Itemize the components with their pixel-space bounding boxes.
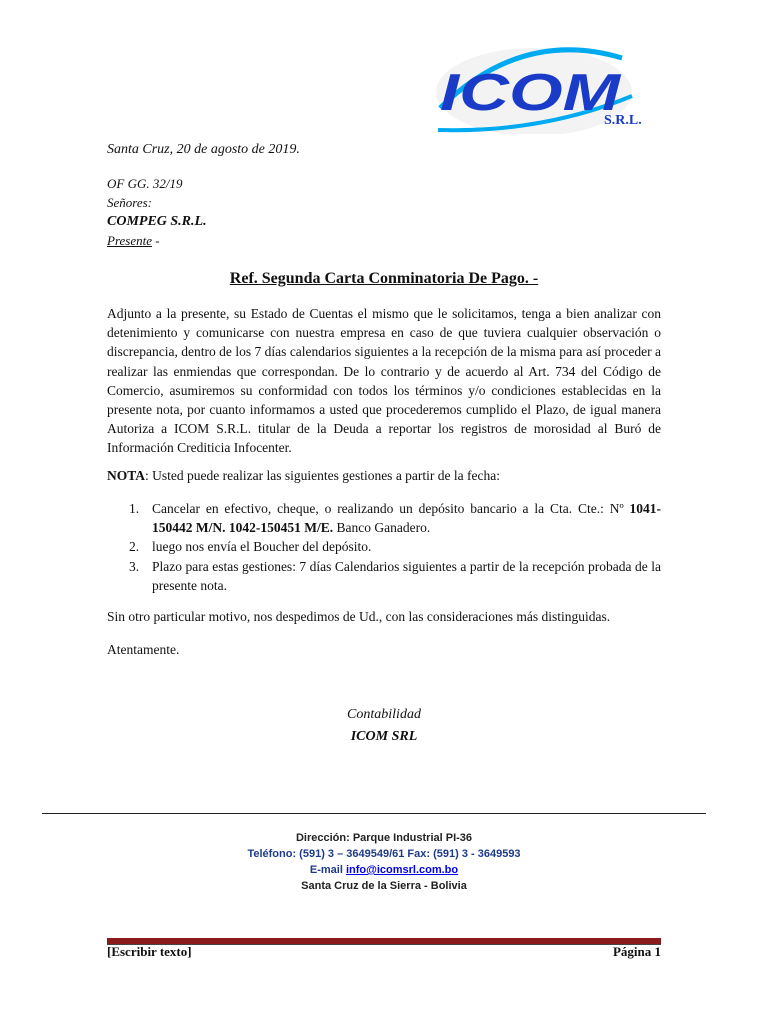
- item-text: luego nos envía el Boucher del depósito.: [152, 539, 372, 555]
- email-label: E-mail: [309, 864, 346, 876]
- presente-line: [107, 231, 207, 250]
- list-item: [107, 499, 661, 537]
- list-item: [107, 537, 661, 556]
- list-item: [107, 557, 661, 595]
- logo-graphic: [432, 38, 668, 134]
- footer-phone: Teléfono: (591) 3 – 3649549/61 Fax: (591) 3 - 3649593: [247, 848, 521, 860]
- company-logo: [432, 38, 668, 134]
- list-number: 2.: [129, 539, 140, 555]
- page-number: Página 1: [612, 944, 661, 959]
- item-text-end: Banco Ganadero.: [333, 520, 431, 536]
- footer-divider: [42, 813, 706, 814]
- closing-line: Sin otro particular motivo, nos despedimos de Ud., con las consideraciones más distinguidas.: [107, 609, 611, 624]
- footer-placeholder[interactable]: [Escribir texto]: [107, 944, 192, 959]
- letter-date: Santa Cruz, 20 de agosto de 2019.: [107, 142, 300, 157]
- logo-suffix: S.R.L.: [604, 113, 642, 128]
- list-number: 1.: [129, 501, 140, 516]
- regards: Atentamente.: [107, 642, 180, 657]
- account-numbers: 1041-150442 M/N. 1042-150451 M/E.: [152, 501, 661, 536]
- office-ref: OF GG. 32/19: [107, 176, 183, 191]
- nota-line: [107, 468, 500, 484]
- body-paragraph: Adjunto a la presente, su Estado de Cuentas el mismo que le solicitamos, tenga a bien analizar con detenimiento y comunicarse con nuestra empresa en caso de que tuviera cualquier observación o discrepancia, dentro de los 7 días calendarios siguientes a la recepción de la misma para así proceder a realizar las enmiendas que correspondan. De lo contrario y de acuerdo al Art. 734 del Código de Comercio, asumiremos su conformidad con todos los términos y/o condiciones establecidas en la presente nota, por cuanto informamos a usted que procederemos cumplido el Plazo, de igual manera Autoriza a ICOM S.R.L. titular de la Deuda a reportar los registros de morosidad al Buró de Información Crediticia Infocenter.: [107, 306, 661, 456]
- nota-text: : Usted puede realizar las siguientes gestiones a partir de la fecha:: [145, 468, 500, 483]
- presente-suffix: -: [152, 233, 160, 248]
- reference-title: Ref. Segunda Carta Conminatoria De Pago. -: [229, 270, 539, 287]
- item-text: Plazo para estas gestiones: 7 días Calendarios siguientes a partir de la recepción probada de la presente nota.: [152, 558, 661, 593]
- salutation: Señores:: [107, 195, 153, 210]
- presente: Presente: [107, 233, 152, 248]
- footer-address: Dirección: Parque Industrial PI-36: [295, 832, 473, 844]
- letter-header: [107, 174, 207, 250]
- email-link[interactable]: info@icomsrl.com.bo: [345, 864, 459, 876]
- logo-word: ICOM: [440, 64, 623, 122]
- recipient: COMPEG S.R.L.: [107, 214, 207, 229]
- item-text: Cancelar en efectivo, cheque, o realizando un depósito bancario a la Cta. Cte.: Nº: [152, 501, 630, 516]
- signature-department: Contabilidad: [347, 707, 421, 722]
- footer-city: Santa Cruz de la Sierra - Bolivia: [301, 880, 467, 892]
- signature-company: ICOM SRL: [350, 729, 418, 744]
- nota-label: NOTA: [107, 468, 146, 483]
- footer-email: [100, 862, 668, 878]
- list-number: 3.: [129, 558, 140, 574]
- steps-list: [107, 499, 661, 595]
